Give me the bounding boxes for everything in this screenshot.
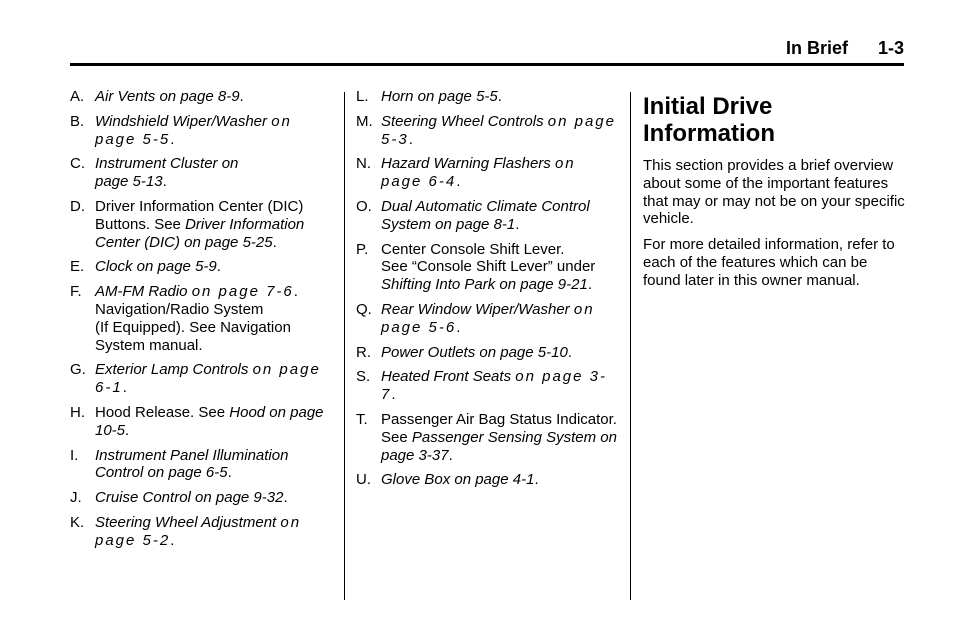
item-plain-text: . — [162, 173, 167, 191]
item-letter: L. — [356, 88, 369, 105]
item-letter: E. — [70, 258, 85, 276]
item-letter: A. — [70, 88, 85, 105]
item-letter: I. — [70, 446, 79, 464]
left-column-list — [70, 88, 332, 557]
list-item — [356, 301, 620, 337]
item-reference-text: Power Outlets on page 5-10 — [381, 343, 568, 361]
item-reference-text: Driver Information Center (DIC) on page 5-25 — [95, 215, 305, 251]
list-item — [356, 344, 620, 362]
item-plain-text: Hood Release. See — [95, 403, 230, 421]
item-letter: O. — [356, 197, 372, 215]
list-item — [70, 489, 332, 507]
section-title-line-2: Information — [643, 120, 775, 147]
column-divider-2 — [630, 92, 631, 600]
item-reference-text: Horn on page 5-5 — [381, 88, 498, 105]
item-reference-text: Dual Automatic Climate Control System on page 8-1 — [381, 197, 590, 233]
item-plain-text: . — [587, 276, 592, 294]
item-reference-text: Rear Window Wiper/Washer — [381, 300, 574, 318]
item-reference-text: on page 5-5 — [95, 112, 292, 148]
item-plain-text: . Navigation/Radio System — [95, 283, 298, 318]
item-plain-text: . — [391, 386, 396, 404]
item-letter: Q. — [356, 300, 372, 318]
list-item — [70, 514, 332, 550]
item-plain-text: (If Equipped). See Navigation System manual. — [95, 318, 291, 354]
item-letter: R. — [356, 343, 371, 361]
list-item — [356, 113, 620, 149]
item-plain-text: . — [272, 233, 277, 251]
header-text — [786, 38, 904, 59]
item-text — [95, 155, 332, 191]
list-item — [356, 88, 620, 106]
item-plain-text: . — [497, 88, 502, 105]
intro-paragraph: This section provides a brief overview about some of the important features that may or may not be on your specific vehicle. — [643, 157, 905, 228]
item-plain-text: . — [216, 258, 221, 276]
list-item — [356, 411, 620, 464]
item-plain-text: . — [448, 446, 453, 464]
item-letter: U. — [356, 471, 371, 489]
list-item — [70, 88, 332, 106]
list-item — [356, 368, 620, 404]
item-text — [95, 361, 332, 397]
item-text — [95, 113, 332, 149]
item-text — [95, 258, 332, 276]
item-plain-text: . — [125, 421, 130, 439]
item-reference-text: Glove Box on page 4-1 — [381, 471, 535, 489]
item-reference-text: Heated Front Seats — [381, 368, 516, 386]
list-item — [70, 283, 332, 354]
middle-column-list — [356, 88, 620, 496]
item-text — [381, 155, 620, 191]
header-rule — [70, 63, 904, 66]
item-text — [95, 514, 332, 550]
item-reference-text: Passenger Sensing System on page 3-37 — [381, 428, 617, 464]
list-item — [70, 447, 332, 483]
item-letter: S. — [356, 368, 371, 386]
item-plain-text: . — [567, 343, 572, 361]
item-plain-text: Center Console Shift Lever. — [381, 240, 565, 258]
list-item — [70, 258, 332, 276]
section-title — [643, 93, 908, 147]
list-item — [356, 155, 620, 191]
item-text — [381, 368, 620, 404]
item-reference-text: on page 5-2 — [95, 513, 302, 549]
item-plain-text: . — [534, 471, 539, 489]
item-reference-text: AM-FM Radio — [95, 283, 192, 301]
list-item — [356, 241, 620, 294]
item-plain-text: . — [239, 88, 244, 105]
item-text — [95, 88, 332, 106]
item-text — [95, 283, 332, 354]
item-reference-text: on page 5-6 — [381, 300, 595, 336]
item-reference-text: Shifting Into Park on page 9-21 — [381, 276, 588, 294]
list-item — [70, 361, 332, 397]
item-letter: F. — [70, 283, 82, 301]
item-plain-text: . — [170, 130, 175, 148]
item-reference-text: Steering Wheel Controls — [381, 112, 548, 130]
list-item — [356, 198, 620, 234]
item-text — [381, 301, 620, 337]
item-text — [381, 241, 620, 294]
item-text — [95, 489, 332, 507]
item-plain-text: . — [122, 379, 127, 397]
item-reference-text: on page 6-4 — [381, 155, 576, 191]
item-text — [381, 471, 620, 489]
right-column — [643, 91, 908, 298]
item-plain-text: . — [283, 489, 288, 507]
item-letter: D. — [70, 197, 85, 215]
item-reference-text: on page 5-3 — [381, 112, 616, 148]
item-text — [95, 447, 332, 483]
item-reference-text: Instrument Panel Illumination Control on page 6-5 — [95, 446, 289, 482]
header-page-number: 1-3 — [877, 38, 904, 58]
item-reference-text: Exterior Lamp Controls — [95, 361, 253, 379]
item-letter: P. — [356, 240, 369, 258]
item-reference-text: on page 7-6 — [191, 283, 294, 301]
item-reference-text: Hazard Warning Flashers — [381, 155, 555, 173]
item-text — [381, 88, 620, 106]
item-plain-text: Driver Information Center (DIC) Buttons. See — [95, 197, 304, 233]
list-item — [70, 404, 332, 440]
section-title-line-1: Initial Drive — [643, 93, 773, 120]
item-letter: C. — [70, 155, 85, 173]
item-plain-text: See “Console Shift Lever” under — [381, 258, 596, 276]
item-reference-text: Steering Wheel Adjustment — [95, 513, 281, 531]
item-reference-text: Instrument Cluster on — [95, 155, 239, 173]
item-reference-text: Windshield Wiper/Washer — [95, 112, 272, 130]
item-letter: J. — [70, 489, 82, 507]
item-reference-text: Air Vents on page 8-9 — [95, 88, 240, 105]
item-reference-text: Clock on page 5-9 — [95, 258, 217, 276]
item-text — [95, 198, 332, 251]
list-item — [70, 155, 332, 191]
item-letter: B. — [70, 112, 85, 130]
item-letter: H. — [70, 403, 85, 421]
item-text — [381, 113, 620, 149]
header-section-title: In Brief — [785, 38, 848, 58]
item-plain-text: . — [456, 318, 461, 336]
item-letter: G. — [70, 361, 86, 379]
item-letter: N. — [356, 155, 371, 173]
list-item — [70, 113, 332, 149]
item-plain-text: . — [170, 531, 175, 549]
item-letter: T. — [356, 410, 368, 428]
item-plain-text: . — [456, 173, 461, 191]
list-item — [70, 198, 332, 251]
list-item — [356, 471, 620, 489]
item-reference-text: Cruise Control on page 9-32 — [95, 489, 284, 507]
item-plain-text: . — [515, 215, 520, 233]
item-reference-text: on page 3-7 — [381, 368, 607, 404]
item-text — [381, 344, 620, 362]
item-plain-text: Passenger Air Bag Status Indicator. See — [381, 410, 617, 446]
item-letter: K. — [70, 513, 85, 531]
item-text — [381, 198, 620, 234]
item-text — [95, 404, 332, 440]
item-reference-text: page 5-13 — [95, 173, 163, 191]
item-plain-text: . — [408, 130, 413, 148]
item-plain-text: . — [227, 464, 232, 482]
column-divider-1 — [344, 92, 345, 600]
item-text — [381, 411, 620, 464]
item-reference-text: on page 6-1 — [95, 361, 321, 397]
item-reference-text: Hood on page 10-5 — [95, 403, 324, 439]
page-header — [70, 36, 904, 66]
item-letter: M. — [356, 112, 373, 130]
reference-paragraph: For more detailed information, refer to each of the features which can be found later in this owner manual. — [643, 236, 895, 289]
